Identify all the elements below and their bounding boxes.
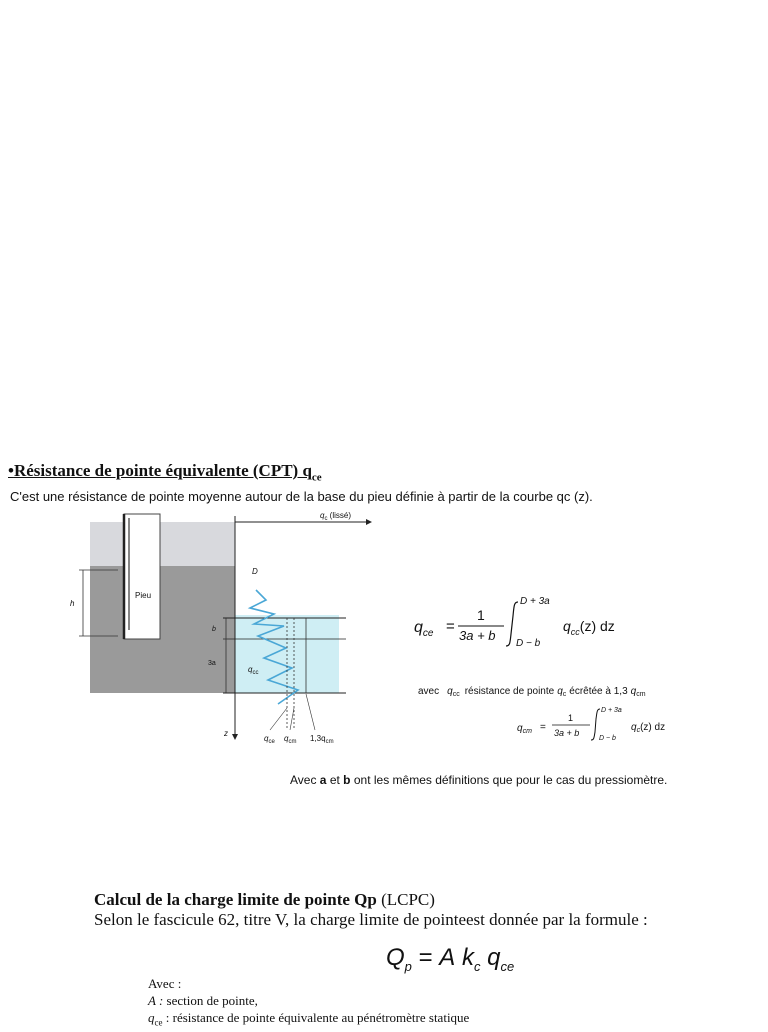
formula-k: k [461,944,474,971]
avec-item2-text: : résistance de pointe équivalente au pénétromètre statique [162,1010,470,1025]
eq1-integrand: $q_{cc}(z)$ dz [563,618,615,637]
formula-Q: Q [386,944,405,971]
eq2-num: 1 [568,713,574,723]
eq1-lower: D − b [516,638,541,649]
h-label: h [70,599,75,608]
formula-q: q [487,944,501,971]
formula-A: A [439,944,456,971]
heading-bullet: • [8,461,14,480]
formula-eq: = [411,944,440,971]
eq2-upper: D + 3a [601,707,622,714]
avec-item-1 [148,992,469,1009]
definitions-note [290,773,667,787]
formula-Q-sub: p [404,958,412,974]
avec-list [148,975,469,1032]
upper-soil-layer [90,522,235,566]
qcm13-bottom-label: $1,3q_{cm}$ [310,734,334,745]
section2-title-bold: Calcul de la charge limite de pointe Qp [94,890,377,909]
eq1-upper: D + 3a [520,596,550,607]
avec-item2-sym: q [148,1010,155,1025]
qp-formula [386,944,514,974]
note-mid: et [326,773,344,787]
formula-k-sub: c [473,958,481,974]
qc-axis-label: $q_c$ (lissé) [320,511,352,522]
avec-item-2 [148,1009,469,1032]
z-label: z [224,729,228,738]
avec-item2-sub: ce [154,1017,163,1028]
3a-label: 3a [208,660,216,667]
qcm-bottom-label: $q_{cm}$ [284,734,297,745]
formula-q-sub: ce [500,958,515,974]
b-label: b [212,626,216,633]
avec-item1-sym: A : [148,993,164,1008]
pile-cpt-diagram [70,508,378,750]
eq2-den: 3a + b [554,728,580,738]
heading-sub: ce [311,471,322,484]
eq2-lhs: $q_{cm}$ [517,723,532,735]
section-heading-resistance [8,461,322,483]
note-a: a [319,773,327,787]
note-pre: Avec [290,773,320,787]
D-label: D [252,567,258,576]
avec-item1-text: section de pointe, [163,993,258,1008]
note-post: ont les mêmes définitions que pour le cas du pressiomètre. [350,773,668,787]
section-qp [94,890,648,930]
avec-title: Avec : [148,976,182,991]
eq1-num: 1 [477,607,485,623]
qce-bottom-label: $q_{ce}$ [264,734,275,745]
eq1-lhs: $q_{ce}$ [414,619,434,639]
section2-line: Selon le fascicule 62, titre V, la charge limite de pointeest donnée par la formule : [94,910,648,929]
eq2-equals: = [540,722,546,733]
pile-label: Pieu [135,591,152,600]
equations-block [400,588,720,748]
section2-title [94,890,648,910]
intro-paragraph: C'est une résistance de pointe moyenne autour de la base du pieu définie à partir de la courbe qc (z). [10,489,593,504]
avec-line: avec $q_{cc}$ résistance de pointe $q_c$ écrêtée à 1,3 $q_{cm}$ [418,686,646,698]
heading-text: Résistance de pointe équivalente (CPT) q [13,461,312,480]
qcc-label: $q_{cc}$ [248,665,259,676]
eq2-integrand: $q_c(z)$ dz [631,722,666,734]
note-b: b [343,773,351,787]
section2-title-rest: (LCPC) [376,890,435,909]
eq2-lower: D − b [599,735,616,742]
eq1-den: 3a + b [459,628,496,643]
eq1-equals: = [446,618,455,635]
